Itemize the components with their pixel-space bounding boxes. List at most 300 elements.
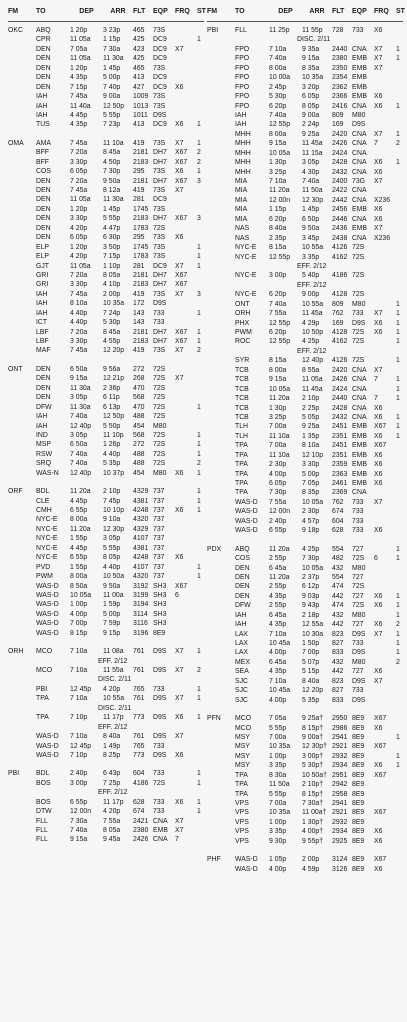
equipment-code: 733 (153, 770, 165, 778)
departure-time: 3 00p (70, 779, 88, 787)
arrival-time: 10 05a (302, 498, 324, 506)
flight-row (207, 394, 403, 403)
destination-code: MHH (235, 159, 251, 167)
frequency-code: X7 (175, 695, 184, 703)
destination-code: FPO (235, 93, 250, 101)
destination-code: NAS (235, 234, 250, 242)
flight-row (8, 666, 204, 675)
origin-code (207, 224, 235, 233)
departure-time: 7 10p (70, 751, 88, 759)
flight-row (8, 619, 204, 628)
stops-count (396, 177, 403, 186)
equipment-code: CNA (352, 489, 367, 497)
flight-row (8, 647, 204, 656)
note-text: DISC. 2/11 (297, 36, 331, 44)
origin-code (8, 431, 36, 440)
origin-code (207, 120, 235, 129)
departure-time: 7 10a (269, 630, 287, 638)
arrival-time: 6 12p (302, 583, 320, 591)
frequency-code (175, 412, 197, 421)
frequency-code: X6 (374, 480, 383, 487)
equipment-code: EMB (352, 55, 367, 63)
destination-code: TPA (235, 771, 248, 779)
flight-row (8, 224, 204, 233)
departure-time: 3 25p (269, 168, 287, 176)
equipment-code: 72S (352, 244, 365, 252)
destination-code: DEN (36, 394, 51, 402)
origin-code (207, 441, 235, 450)
frequency-code (374, 186, 396, 195)
flight-number: 4381 (133, 497, 149, 505)
arrival-time: 4 20p (103, 685, 121, 693)
arrival-time: 12 50p (103, 102, 125, 110)
departure-time: 7 40a (269, 55, 287, 63)
equipment-code: 733 (352, 517, 364, 525)
frequency-code: X6 (175, 234, 184, 242)
flight-row (8, 629, 204, 638)
flight-row (207, 309, 403, 318)
flight-row (8, 73, 204, 82)
stops-count (197, 422, 204, 431)
destination-code: MIA (235, 187, 248, 195)
equipment-code: 73S (153, 290, 166, 298)
flight-row (207, 658, 403, 667)
flight-row (8, 365, 204, 374)
stops-count (197, 186, 204, 195)
flight-number: 674 (133, 808, 145, 816)
frequency-code: X67 (175, 215, 188, 223)
flight-row (8, 563, 204, 572)
stops-count (197, 591, 204, 600)
arrival-time: 6 50p (302, 215, 320, 223)
departure-time: 7 40a (70, 827, 88, 834)
flight-number: 143 (133, 319, 145, 327)
departure-time: 9 30p (269, 837, 287, 845)
origin-code (207, 73, 235, 82)
frequency-code (374, 83, 396, 92)
flight-number: 272 (133, 441, 145, 449)
origin-code (207, 752, 235, 761)
arrival-time: 5 05p (302, 413, 320, 421)
origin-code: PHF (207, 856, 221, 864)
origin-code (8, 506, 36, 515)
flight-number: 4126 (332, 357, 348, 365)
destination-code: FLL (36, 827, 48, 834)
destination-code: ROC (235, 338, 251, 346)
flight-number: 281 (133, 196, 145, 204)
departure-time: 7 40a (70, 450, 88, 458)
departure-time: 7 15p (70, 83, 88, 91)
departure-time: 6 05p (269, 480, 287, 487)
frequency-code: X7 (175, 648, 184, 656)
origin-code: OMA (8, 139, 24, 147)
arrival-time: 4 25p (302, 338, 320, 346)
equipment-code: EMB (352, 93, 367, 101)
equipment-code: CNA (352, 130, 367, 138)
header-st: ST (396, 8, 405, 15)
origin-code (207, 648, 235, 657)
arrival-time: 10 55a (302, 300, 324, 308)
origin-code (8, 374, 36, 383)
arrival-time: 9 15p (103, 629, 121, 637)
flight-number: 4126 (332, 244, 348, 252)
arrival-time: 4 57p (302, 517, 320, 525)
flight-row (207, 677, 403, 686)
flight-row (8, 337, 204, 346)
equipment-code: 72S (153, 431, 166, 439)
frequency-code: X6 (175, 714, 184, 722)
origin-code (207, 554, 235, 563)
equipment-code: CNA (352, 45, 367, 53)
equipment-code: 73S (153, 27, 166, 34)
origin-code (207, 488, 235, 497)
flight-row (207, 54, 403, 63)
flight-number: 2420 (332, 130, 348, 138)
flight-number: 3116 (133, 620, 148, 628)
departure-time: 7 00a (269, 423, 287, 431)
destination-code: BDL (36, 488, 50, 496)
flight-row (207, 771, 403, 780)
flight-number: 2950 (332, 715, 348, 723)
equipment-code: 733 (153, 319, 165, 327)
stops-count (197, 64, 204, 73)
departure-time: 7 00p (70, 620, 88, 628)
frequency-code: X67 (175, 281, 188, 289)
flight-row (8, 290, 204, 299)
arrival-time: 3 23p (103, 27, 121, 34)
frequency-code: X7 (175, 827, 184, 834)
origin-code (8, 450, 36, 459)
arrival-time: 9 45a (103, 836, 121, 844)
frequency-code (175, 64, 197, 73)
flight-row (8, 835, 204, 844)
note-text: DISC. 2/11 (98, 676, 132, 684)
flight-row (207, 366, 403, 375)
departure-time: 11 10a (269, 451, 290, 459)
destination-code: NYC-E (36, 554, 58, 562)
destination-code: DEN (36, 83, 51, 91)
destination-code: LBF (36, 338, 49, 345)
equipment-code: 72S (153, 413, 166, 421)
equipment-code: 727 (352, 592, 364, 600)
frequency-code (175, 111, 197, 120)
arrival-time: 4 00p† (302, 828, 324, 836)
arrival-time: 7 25p (103, 779, 121, 787)
frequency-code: X6 (374, 451, 383, 459)
flight-number: 419 (133, 187, 145, 194)
origin-code (207, 54, 235, 63)
flight-row (207, 375, 403, 384)
flight-row (8, 694, 204, 703)
stops-count: 1 (197, 121, 201, 129)
departure-time: 7 20a (70, 271, 88, 279)
flight-row (207, 243, 403, 252)
equipment-code: 8E9 (352, 837, 365, 845)
frequency-code (175, 610, 197, 619)
stops-count (197, 45, 204, 54)
stops-count: 1 (197, 243, 201, 251)
departure-time: 6 45a (269, 564, 287, 572)
flight-number: 413 (133, 74, 145, 82)
arrival-time: 8 05p (302, 102, 320, 110)
destination-code: WAS-D (36, 620, 59, 628)
departure-time: 10 00a (269, 74, 291, 82)
destination-code: WAS-D (36, 582, 59, 590)
flight-row (207, 780, 403, 789)
frequency-code: X6 (374, 724, 383, 732)
flight-number: 761 (133, 667, 145, 674)
departure-time: 8 40a (269, 225, 287, 233)
flight-row (8, 769, 204, 778)
equipment-code: 733 (153, 798, 165, 806)
flight-number: 2400 (332, 178, 348, 185)
flight-row (207, 300, 403, 309)
departure-time: 6 20p (269, 291, 287, 299)
flight-number: 762 (332, 310, 344, 318)
destination-code: IAH (36, 290, 48, 298)
destination-code: WAS-D (235, 517, 258, 525)
arrival-time: 11 10p (103, 431, 124, 439)
destination-code: ONT (235, 300, 250, 308)
destination-code: WAS-D (235, 856, 258, 864)
flight-number: 2181 (133, 149, 149, 157)
destination-code: IAH (235, 621, 247, 629)
departure-time: 8 00a (269, 366, 287, 374)
departure-time: 8 15p (70, 629, 88, 637)
destination-code: MSY (235, 762, 250, 770)
departure-time: 7 00a (269, 800, 287, 807)
frequency-code (374, 790, 396, 799)
arrival-time: 12 50p (103, 413, 125, 421)
stops-count (197, 582, 204, 591)
flight-row (8, 158, 204, 167)
origin-code (207, 573, 235, 582)
arrival-time: 8 55a (302, 366, 320, 374)
stops-count (396, 677, 403, 686)
origin-code (207, 366, 235, 375)
equipment-code: CNA (352, 196, 367, 204)
equipment-code: 72S (153, 779, 166, 787)
flight-number: 1783 (133, 224, 149, 232)
frequency-code: X7 (374, 498, 383, 506)
frequency-code: X6 (175, 121, 184, 129)
flight-row (207, 196, 403, 205)
note-text: EFF. 2/12 (98, 723, 128, 731)
frequency-code: X7 (374, 630, 383, 638)
flight-number: 765 (133, 742, 145, 750)
arrival-time: 4 20p (103, 808, 121, 816)
destination-code: IAH (36, 93, 48, 101)
flight-row (207, 158, 403, 167)
origin-code (8, 807, 36, 816)
destination-code: FLL (235, 27, 247, 34)
flight-number: 2366 (332, 93, 348, 101)
frequency-code (175, 742, 197, 751)
equipment-code: 73S (153, 168, 166, 176)
frequency-code (175, 685, 197, 694)
equipment-code: SH3 (153, 610, 167, 618)
arrival-time: 8 15p† (302, 790, 324, 798)
flight-row (8, 280, 204, 289)
destination-code: DFW (235, 602, 251, 610)
departure-time: 5 30p (269, 93, 287, 101)
destination-code: FPO (235, 55, 250, 63)
equipment-code: D9S (352, 319, 366, 327)
flight-row (207, 385, 403, 394)
stops-count: 1 (197, 450, 201, 458)
origin-code (207, 375, 235, 384)
arrival-time: 5 00p (103, 610, 121, 618)
flight-row (207, 573, 403, 582)
frequency-code: X67 (175, 582, 188, 590)
arrival-time: 10 50p (302, 329, 324, 336)
departure-time: 11 05a (70, 262, 91, 270)
equipment-code: 733 (352, 527, 364, 535)
departure-time: 1 15p (269, 206, 287, 214)
flight-row (207, 92, 403, 101)
frequency-code (374, 271, 396, 280)
frequency-code: X67 (175, 328, 188, 336)
column-header (207, 8, 403, 22)
departure-time: 6 50a (70, 441, 88, 449)
stops-count: 2 (396, 621, 400, 629)
arrival-time: 8 40a (103, 733, 121, 741)
destination-code: IAH (36, 102, 48, 110)
flight-number: 470 (133, 384, 145, 392)
flight-number: 4107 (133, 563, 149, 571)
flight-row (8, 751, 204, 760)
flight-row (207, 441, 403, 450)
stops-count: 1 (396, 376, 400, 384)
arrival-time: 9 43p (302, 602, 320, 610)
frequency-code (374, 488, 396, 497)
equipment-code: 72S (153, 394, 166, 402)
departure-time: 8 10a (70, 300, 88, 308)
departure-time: 2 55p (269, 555, 287, 563)
stops-count: 1 (396, 413, 400, 421)
header-fm: FM (207, 8, 218, 15)
header-frq: FRQ (175, 8, 190, 15)
equipment-code: 733 (153, 742, 165, 750)
flight-number: 172 (133, 300, 145, 308)
arrival-time: 8 15p† (302, 724, 324, 732)
departure-time: 2 45p (269, 83, 287, 91)
frequency-code (374, 300, 396, 309)
stops-count: 1 (197, 139, 201, 147)
flight-number: 2426 (332, 376, 348, 384)
frequency-code (175, 450, 197, 459)
frequency-code (374, 648, 396, 657)
departure-time: 6 20p (269, 215, 287, 223)
departure-time: 12 00n (269, 196, 291, 204)
frequency-code (175, 243, 197, 252)
equipment-code: 8E9 (352, 818, 365, 826)
departure-time: 7 10a (70, 695, 88, 703)
origin-code (207, 564, 235, 573)
stops-count (197, 544, 204, 553)
equipment-code: D9S (153, 300, 167, 308)
flight-number: 604 (332, 517, 344, 525)
stops-count (396, 186, 403, 195)
departure-time: 11 20a (70, 525, 91, 533)
departure-time: 7 05a (269, 715, 287, 723)
departure-time: 4 20p (70, 224, 88, 232)
departure-time: 7 10a (269, 677, 287, 685)
departure-time: 1 20p (70, 27, 88, 34)
flight-number: 4248 (133, 554, 149, 562)
arrival-time: 5 40p (302, 272, 320, 280)
stops-count: 1 (197, 685, 201, 693)
stops-count: 2 (396, 140, 400, 148)
flight-number: 2181 (133, 328, 149, 336)
equipment-code: 72S (153, 365, 166, 373)
origin-code (8, 835, 36, 844)
flight-number: 432 (332, 658, 344, 666)
stops-count: 1 (197, 328, 201, 336)
stops-count (197, 102, 204, 111)
equipment-code: D9S (153, 733, 167, 741)
origin-code (8, 64, 36, 73)
departure-time: 4 00p (269, 696, 287, 704)
origin-code (207, 771, 235, 780)
equipment-code: EMB (153, 827, 168, 834)
equipment-code: DH7 (153, 215, 167, 223)
frequency-code (175, 497, 197, 506)
frequency-code: X7 (374, 45, 383, 53)
flight-number: 833 (332, 649, 344, 657)
departure-time: 7 40a (70, 413, 88, 421)
frequency-code (374, 243, 396, 252)
flight-row (207, 460, 403, 469)
frequency-code: X6 (374, 828, 383, 836)
equipment-code: D9S (352, 121, 366, 129)
equipment-code: 72S (352, 583, 365, 591)
frequency-code: 6 (175, 591, 179, 599)
equipment-code: 72S (153, 403, 166, 411)
destination-code: DEN (36, 365, 51, 373)
stops-count (396, 271, 403, 280)
departure-time: 3 30p (70, 158, 88, 166)
stops-count (396, 253, 403, 262)
flight-row (207, 790, 403, 799)
stops-count: 1 (197, 36, 201, 44)
origin-code (8, 309, 36, 318)
arrival-time: 8 12a (103, 187, 121, 194)
destination-code: TPA (235, 781, 248, 789)
departure-time: 7 55a (269, 498, 287, 506)
departure-time: 11 25p (269, 27, 290, 34)
arrival-time: 8 05a (103, 271, 121, 279)
frequency-code (374, 290, 396, 299)
flight-row (8, 83, 204, 92)
origin-group (8, 139, 204, 356)
departure-time: 12 55p (269, 253, 291, 261)
frequency-code: X7 (374, 310, 383, 318)
flight-row (8, 271, 204, 280)
flight-row (8, 393, 204, 402)
origin-code (207, 413, 235, 422)
departure-time: 3 05p (70, 394, 88, 402)
destination-code: DEN (36, 234, 51, 242)
destination-code: IAH (235, 111, 247, 119)
equipment-code: D9S (352, 677, 366, 685)
equipment-code: 737 (153, 573, 165, 581)
flight-row (207, 120, 403, 129)
flight-number: 2420 (332, 366, 348, 374)
equipment-code: EMB (352, 83, 367, 91)
arrival-time: 7 24p (103, 309, 121, 317)
origin-code (207, 422, 235, 431)
